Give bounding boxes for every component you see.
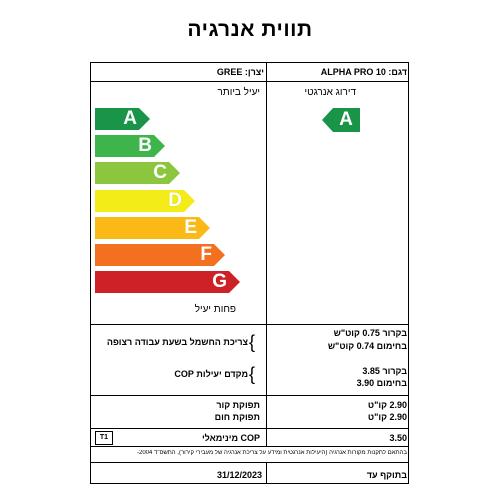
energy-class-letter: E — [184, 216, 197, 238]
brace-icon: { — [249, 332, 256, 352]
energy-class-letter: F — [200, 244, 212, 265]
cop-label: מקדם יעילות COP — [174, 369, 248, 379]
divider — [91, 395, 409, 396]
energy-class-d — [95, 190, 195, 212]
energy-class-letter: G — [212, 271, 227, 293]
heat-capacity-label: תפוקת חום — [214, 412, 260, 422]
divider — [91, 446, 409, 447]
power-label: צריכת החשמל בשעת עבודה רצופה — [106, 337, 248, 347]
t1-badge: T1 — [95, 431, 113, 445]
column-divider — [266, 324, 267, 446]
column-divider — [266, 462, 267, 484]
energy-class-e — [95, 217, 210, 239]
maker-cell — [217, 67, 264, 77]
heat-capacity-value: 2.90 קו"ט — [367, 412, 407, 422]
divider — [91, 324, 409, 325]
energy-class-letter: D — [168, 189, 182, 211]
energy-class-letter: C — [153, 162, 167, 184]
maker-value: GREE — [216, 67, 243, 77]
less-efficient-label: פחות יעיל — [194, 304, 236, 315]
page-title: תווית אנרגיה — [187, 18, 313, 41]
power-cooling: בקרור 0.75 קוט"ש — [333, 328, 407, 338]
more-efficient-label: יעיל ביותר — [217, 87, 260, 98]
rating-label: דירוג אנרגטי — [304, 87, 356, 98]
energy-class-f — [95, 244, 225, 266]
model-value: ALPHA PRO 10 — [320, 67, 386, 77]
cool-capacity-value: 2.90 קו"ט — [367, 400, 407, 410]
energy-class-b — [95, 135, 165, 157]
rating-value: A — [339, 109, 353, 130]
energy-class-a — [95, 108, 150, 130]
energy-class-g — [95, 271, 240, 293]
power-heating: בחימום 0.74 קוט"ש — [327, 341, 407, 351]
cool-capacity-label: תפוקת קור — [216, 400, 260, 410]
column-divider — [266, 62, 267, 324]
divider — [91, 81, 409, 82]
valid-label: בתוקף עד — [366, 470, 407, 480]
energy-class-c — [95, 162, 180, 184]
min-cop-value: 3.50 — [389, 433, 407, 443]
brace-icon: { — [249, 364, 256, 384]
cop-heating: בחימום 3.90 — [356, 378, 407, 388]
maker-label: יצרן: — [244, 67, 264, 77]
cop-cooling: בקרור 3.85 — [362, 366, 407, 376]
rating-indicator — [322, 108, 360, 137]
energy-class-letter: A — [123, 108, 137, 129]
valid-date: 31/12/2023 — [216, 470, 262, 480]
energy-class-letter: B — [138, 135, 152, 157]
model-label: דגם: — [388, 67, 407, 77]
model-cell — [321, 67, 407, 77]
divider — [91, 462, 409, 463]
divider — [91, 428, 409, 429]
min-cop-label: COP מינימאלי — [201, 433, 260, 443]
regulation-note: בהתאם לתקנות מקורות אנרגיה (היעילות אנרגטית ומידע על צריכת אנרגיה של מעבירי קירור), התשס"ד 2004- — [136, 450, 407, 456]
